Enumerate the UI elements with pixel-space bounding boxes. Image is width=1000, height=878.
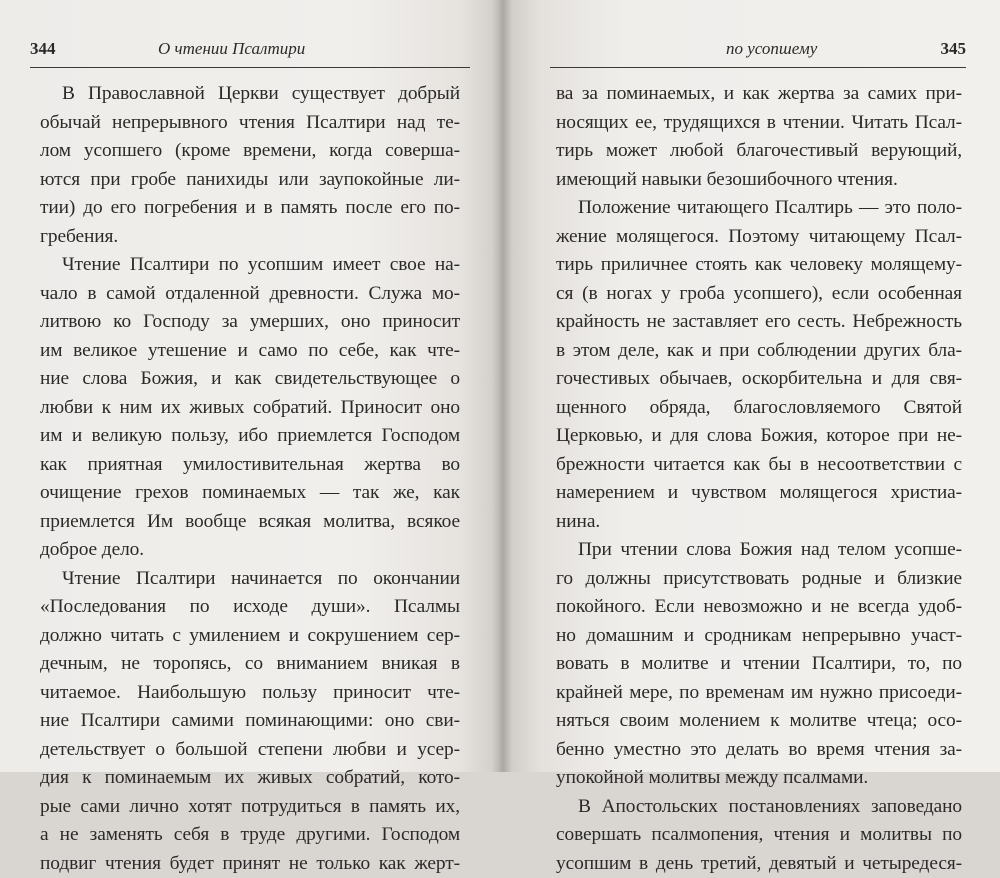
text-line: покойного. Если невозможно и не всегда удоб- xyxy=(556,593,962,622)
text-line: доброе дело. xyxy=(40,536,460,565)
text-line: крайность не заставляет его сесть. Небрежность xyxy=(556,308,962,337)
text-line: намерением и чувством молящегося христиа- xyxy=(556,479,962,508)
text-line: крайней мере, по временам им нужно присоеди- xyxy=(556,679,962,708)
text-line: как приятная умилостивительная жертва во xyxy=(40,451,460,480)
text-line: Чтение Псалтири начинается по окончании xyxy=(40,565,460,594)
text-line: совершать псалмопения, чтения и молитвы по xyxy=(556,821,962,850)
text-line: усопшим в день третий, девятый и четыредеся- xyxy=(556,850,962,878)
text-line: ва за поминаемых, и как жертва за самих при- xyxy=(556,80,962,109)
left-page-body xyxy=(40,80,460,878)
text-line: читаемое. Наибольшую пользу приносит чте- xyxy=(40,679,460,708)
page-number: 344 xyxy=(30,36,56,62)
header-rule xyxy=(550,67,966,68)
text-line: ются при гробе панихиды или заупокойные ли- xyxy=(40,166,460,195)
text-line: им и великую пользу, ибо приемлется Господом xyxy=(40,422,460,451)
text-line: вовать в молитве и чтении Псалтири, то, по xyxy=(556,650,962,679)
text-line: В Апостольских постановлениях заповедано xyxy=(556,793,962,822)
text-line: жение молящегося. Поэтому читающему Псал- xyxy=(556,223,962,252)
text-line: любви к ним их живых собратий. Приносит оно xyxy=(40,394,460,423)
text-line: тирь может любой благочестивый верующий, xyxy=(556,137,962,166)
right-page xyxy=(500,0,1000,772)
text-line: упокойной молитвы между псалмами. xyxy=(556,764,962,793)
text-line: брежности читается как бы в несоответствии с xyxy=(556,451,962,480)
text-line: нина. xyxy=(556,508,962,537)
text-line: бенно уместно это делать во время чтения за- xyxy=(556,736,962,765)
text-line: должно читать с умилением и сокрушением сер- xyxy=(40,622,460,651)
text-line: дия к поминаемым их живых собратий, кото- xyxy=(40,764,460,793)
text-line: носящих ее, трудящихся в чтении. Читать Псал- xyxy=(556,109,962,138)
text-line: имеющий навыки безошибочного чтения. xyxy=(556,166,962,195)
left-page-header xyxy=(30,36,470,62)
page-number: 345 xyxy=(941,36,967,62)
text-line: в этом деле, как и при соблюдении других бла- xyxy=(556,337,962,366)
text-line: При чтении слова Божия над телом усопше- xyxy=(556,536,962,565)
text-line: тии) до его погребения и в память после его по- xyxy=(40,194,460,223)
text-line: гочестивых обычаев, оскорбительна и для свя- xyxy=(556,365,962,394)
text-line: дечным, не торопясь, со вниманием вникая в xyxy=(40,650,460,679)
text-line: ся (в ногах у гроба усопшего), если особенная xyxy=(556,280,962,309)
text-line: го должны присутствовать родные и близкие xyxy=(556,565,962,594)
text-line: ние Псалтири самими поминающими: оно сви- xyxy=(40,707,460,736)
text-line: ние слова Божия, и как свидетельствующее о xyxy=(40,365,460,394)
text-line: Церковью, и для слова Божия, которое при не- xyxy=(556,422,962,451)
text-line: тирь приличнее стоять как человеку молящему- xyxy=(556,251,962,280)
text-line: но домашним и сродникам непрерывно участ- xyxy=(556,622,962,651)
text-line: Положение читающего Псалтирь — это поло- xyxy=(556,194,962,223)
text-line: детельствует о большой степени любви и усер- xyxy=(40,736,460,765)
text-line: обычай непрерывного чтения Псалтири над те- xyxy=(40,109,460,138)
text-line: очищение грехов поминаемых — так же, как xyxy=(40,479,460,508)
book-gutter xyxy=(492,0,512,772)
left-page xyxy=(0,0,500,772)
text-line: подвиг чтения будет принят не только как жерт- xyxy=(40,850,460,878)
running-title: О чтении Псалтири xyxy=(158,36,305,62)
header-rule xyxy=(30,67,470,68)
text-line: «Последования по исходе души». Псалмы xyxy=(40,593,460,622)
text-line: а не заменять себя в труде другими. Господом xyxy=(40,821,460,850)
right-page-body xyxy=(556,80,962,878)
text-line: приемлется Им вообще всякая молитва, всякое xyxy=(40,508,460,537)
right-page-header xyxy=(550,36,966,62)
text-line: лом усопшего (кроме времени, когда соверша- xyxy=(40,137,460,166)
running-title: по усопшему xyxy=(726,36,817,62)
text-line: В Православной Церкви существует добрый xyxy=(40,80,460,109)
text-line: им великое утешение и само по себе, как чте- xyxy=(40,337,460,366)
text-line: рые сами лично хотят потрудиться в память их, xyxy=(40,793,460,822)
text-line: чало в самой отдаленной древности. Служа мо- xyxy=(40,280,460,309)
text-line: Чтение Псалтири по усопшим имеет свое на- xyxy=(40,251,460,280)
text-line: щенного обряда, благословляемого Святой xyxy=(556,394,962,423)
text-line: литвою ко Господу за умерших, оно приносит xyxy=(40,308,460,337)
text-line: няться своим молением к молитве чтеца; осо- xyxy=(556,707,962,736)
text-line: гребения. xyxy=(40,223,460,252)
